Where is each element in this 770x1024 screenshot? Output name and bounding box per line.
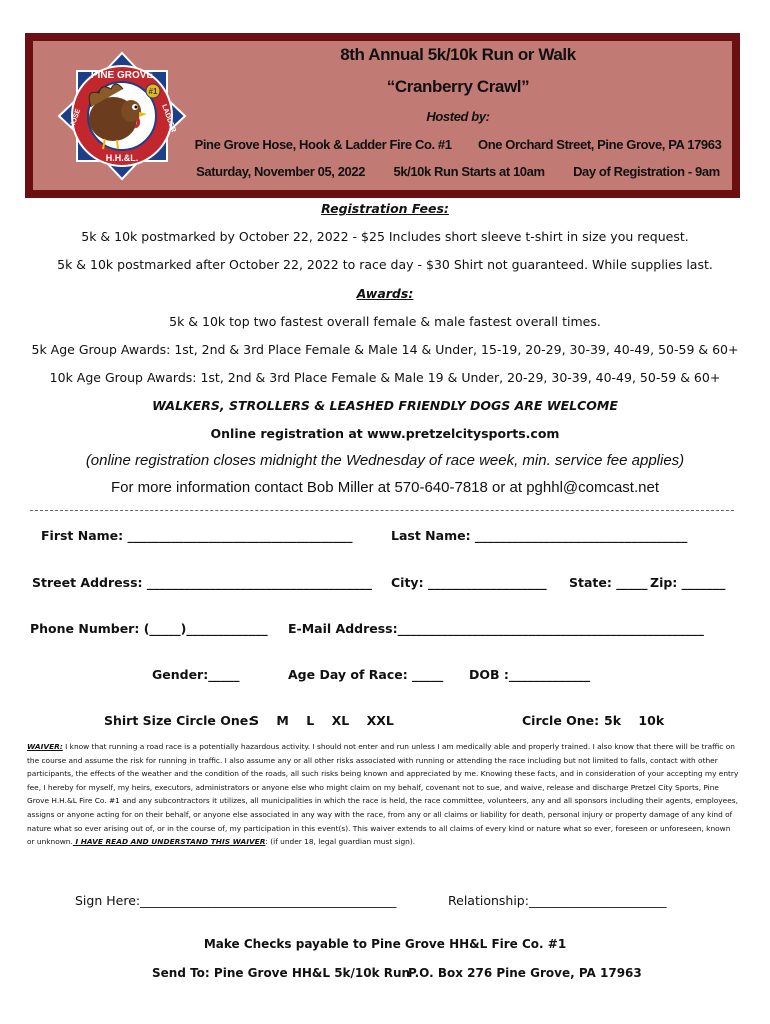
run-start-time: 5k/10k Run Starts at 10am <box>393 164 545 179</box>
shirt-size-options[interactable]: S M L XL XXL <box>250 713 394 728</box>
host-name: Pine Grove Hose, Hook & Ladder Fire Co. #1 <box>194 137 452 152</box>
awards-5k-age-groups: 5k Age Group Awards: 1st, 2nd & 3rd Place Female & Male 14 & Under, 15-19, 20-29, 30-39, 40-49, 50-59 & 60+ <box>31 342 739 357</box>
fee-line-early: 5k & 10k postmarked by October 22, 2022 - $25 Includes short sleeve t-shirt in size you request. <box>81 229 689 244</box>
payment-instructions: Make Checks payable to Pine Grove HH&L Fire Co. #1 <box>203 937 567 951</box>
awards-heading: Awards: <box>356 286 414 301</box>
online-registration-note: (online registration closes midnight the Wednesday of race week, min. service fee applies) <box>85 452 685 469</box>
host-line <box>193 137 723 152</box>
event-banner <box>25 33 740 198</box>
logo-top-text: PINE GROVE <box>90 70 154 81</box>
logo-right-text: LADDER <box>160 103 177 134</box>
logo-bottom-text: H.H.&L. <box>105 153 139 163</box>
contact-info: For more information contact Bob Miller at 570-640-7818 or at pghhl@comcast.net <box>111 479 659 496</box>
dob-field[interactable]: DOB :_____________ <box>469 667 591 682</box>
awards-overall: 5k & 10k top two fastest overall female & male fastest overall times. <box>169 314 601 329</box>
fee-line-late: 5k & 10k postmarked after October 22, 2022 to race day - $30 Shirt not guaranteed. While supplies last. <box>57 257 713 272</box>
welcome-notice: WALKERS, STROLLERS & LEASHED FRIENDLY DOGS ARE WELCOME <box>152 398 618 413</box>
waiver-tail: : (if under 18, legal guardian must sign). <box>265 837 416 847</box>
shirt-size-label: Shirt Size Circle One: <box>104 713 254 728</box>
race-choice-options[interactable]: 5k 10k <box>604 713 665 728</box>
street-address-field[interactable]: Street Address: ____________________________________ <box>32 575 372 590</box>
city-field[interactable]: City: ___________________ <box>391 575 547 590</box>
banner-panel <box>33 41 732 190</box>
zip-field[interactable]: Zip: _______ <box>650 575 726 590</box>
phone-field[interactable]: Phone Number: (_____)_____________ <box>30 621 268 636</box>
last-name-field[interactable]: Last Name: __________________________________ <box>391 528 688 543</box>
event-title: 8th Annual 5k/10k Run or Walk <box>340 45 576 64</box>
host-address: One Orchard Street, Pine Grove, PA 17963 <box>478 137 722 152</box>
age-field[interactable]: Age Day of Race: _____ <box>288 667 444 682</box>
hosted-by-label: Hosted by: <box>426 109 490 124</box>
event-date: Saturday, November 05, 2022 <box>196 164 366 179</box>
signature-field[interactable]: Sign Here:_________________________________________ <box>75 893 397 908</box>
gender-field[interactable]: Gender:_____ <box>152 667 240 682</box>
fire-company-logo <box>55 49 189 183</box>
schedule-line <box>193 164 723 179</box>
cut-line <box>30 510 734 511</box>
logo-badge: #1 <box>148 87 158 96</box>
online-registration: Online registration at www.pretzelcitysports.com <box>210 426 560 441</box>
email-field[interactable]: E-Mail Address:_________________________________________________ <box>288 621 704 636</box>
first-name-field[interactable]: First Name: ____________________________________ <box>41 528 353 543</box>
waiver-body: I know that running a road race is a potentially hazardous activity. I should not enter and run unless I am medically able and properly trained. I also know that there will be traffic on the course and assume the risk for running in traffic. I also assume any or all other risks associated with running or attending the race including but not limited to falls, contact with other participants, the effects of the weather and the condition of the roads, all such risks being known and appreciated by me. Knowing these facts, and in consideration of your accepting my entry fee, I hereby for myself, my heirs, executors, administrators or anyone else who might claim on my behalf, covenant not to sue, and waive, release and discharge Pretzel City Sports, Pine Grove H.H.&L Fire Co. #1 and any subcontractors it utilizes, all municipalities in which the race is held, the race committee, volunteers, any and all sponsors including their agents, employees, assigns or anyone acting for on their behalf, or anyone else associated in any way with the race, from any or all claims or liability for death, personal injury or property damage of any kind of nature what so ever arising out of, or in the course of, my participation in this event(s). This waiver extends to all claims of every kind or nature what so ever, foreseen or unforeseen, known or unknown. <box>27 742 739 847</box>
awards-10k-age-groups: 10k Age Group Awards: 1st, 2nd & 3rd Place Female & Male 19 & Under, 20-29, 30-39, 40-49, 50-59 & 60+ <box>49 370 721 385</box>
event-subtitle: “Cranberry Crawl” <box>386 77 530 96</box>
waiver-label: WAIVER: <box>27 742 63 751</box>
relationship-field[interactable]: Relationship:______________________ <box>448 893 667 908</box>
state-field[interactable]: State: _____ <box>569 575 648 590</box>
waiver-text <box>27 740 739 849</box>
waiver-ack: I HAVE READ AND UNDERSTAND THIS WAIVER <box>72 837 266 847</box>
registration-fees-heading: Registration Fees: <box>321 201 449 216</box>
po-box: P.O. Box 276 Pine Grove, PA 17963 <box>408 966 642 980</box>
logo-left-text: HOSE <box>68 107 83 130</box>
race-choice-label: Circle One: <box>522 713 600 728</box>
send-to: Send To: Pine Grove HH&L 5k/10k Run <box>152 966 411 980</box>
registration-time: Day of Registration - 9am <box>573 164 720 179</box>
